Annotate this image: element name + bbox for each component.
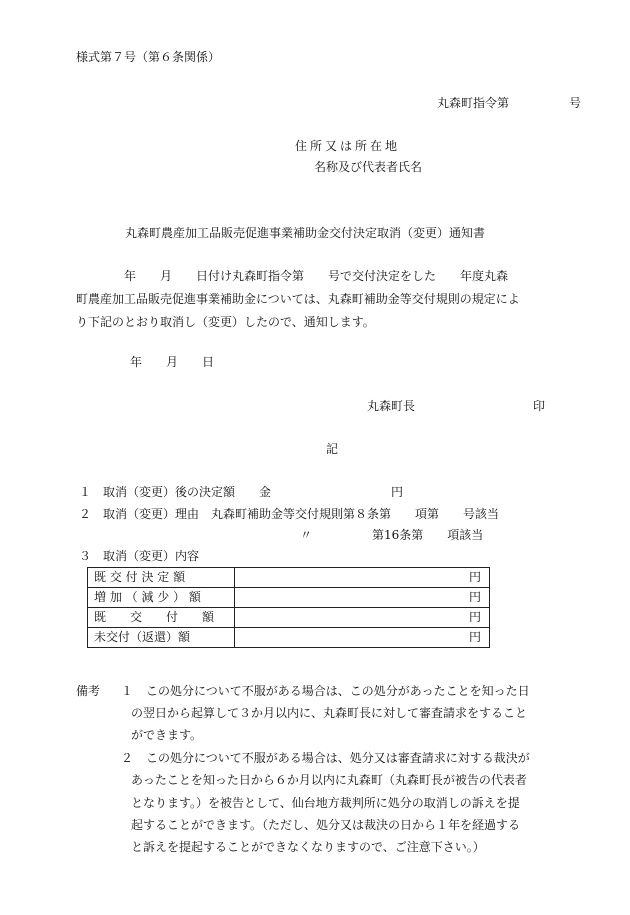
row-label: 既 交 付 決 定 額	[88, 568, 235, 588]
row-unit: 円	[235, 628, 490, 648]
representative-name-label: 名称及び代表者氏名	[314, 160, 423, 174]
ki-heading: 記	[326, 442, 339, 456]
table-row	[88, 628, 490, 648]
row-unit: 円	[235, 588, 490, 608]
note-number: ２	[121, 751, 134, 765]
item-decided-amount: １ 取消（変更）後の決定額 金 円	[79, 485, 404, 499]
notes-label: 備考	[76, 684, 101, 698]
document-number: 丸森町指令第 号	[437, 96, 582, 110]
note-number: １	[121, 684, 134, 698]
item-cancel-reason: ２ 取消（変更）理由 丸森町補助金等交付規則第８条第 項第 号該当	[79, 507, 500, 521]
form-number: 様式第７号（第６条関係）	[76, 50, 221, 64]
item-cancel-reason-continued: 〃 第16条第 項該当	[300, 528, 484, 542]
note-line: あったことを知った日から６か月以内に丸森町（丸森町長が被告の代表者	[131, 773, 527, 787]
table-row	[88, 568, 490, 588]
note-line: ができます。	[131, 728, 203, 742]
seal-mark: 印	[533, 399, 546, 413]
row-label: 増 加 （ 減 少 ） 額	[88, 588, 235, 608]
document-title: 丸森町農産加工品販売促進事業補助金交付決定取消（変更）通知書	[125, 226, 486, 240]
amount-table	[87, 567, 490, 648]
body-line: 町農産加工品販売促進事業補助金については、丸森町補助金等交付規則の規定によ	[76, 292, 520, 306]
row-label: 未交付（返還）額	[88, 628, 235, 648]
table-row	[88, 608, 490, 628]
row-unit: 円	[235, 608, 490, 628]
row-unit: 円	[235, 568, 490, 588]
issue-date: 年 月 日	[130, 355, 215, 369]
address-label: 住所又は所在地	[295, 139, 401, 153]
note-line: と訴えを提起することができなくなりますので、ご注意下さい。）	[131, 840, 485, 854]
body-line: 年 月 日付け丸森町指令第 号で交付決定をした 年度丸森	[76, 269, 509, 283]
item-cancel-details: ３ 取消（変更）内容	[79, 549, 200, 563]
note-line: となります。）を被告として、仙台地方裁判所に処分の取消しの訴えを提	[131, 796, 520, 810]
note-line: この処分について不服がある場合は、この処分があったことを知った日	[146, 684, 530, 698]
table-row	[88, 588, 490, 608]
note-line: この処分について不服がある場合は、処分又は審査請求に対する裁決が	[146, 751, 530, 765]
row-label: 既 交 付 額	[88, 608, 235, 628]
note-line: の翌日から起算して３か月以内に、丸森町長に対して審査請求をすること	[131, 706, 528, 720]
note-line: 起することができます。（ただし、処分又は裁決の日から１年を経過する	[131, 818, 521, 832]
body-line: り下記のとおり取消し（変更）したので、通知します。	[76, 315, 375, 329]
issuer-name: 丸森町長	[367, 399, 416, 413]
